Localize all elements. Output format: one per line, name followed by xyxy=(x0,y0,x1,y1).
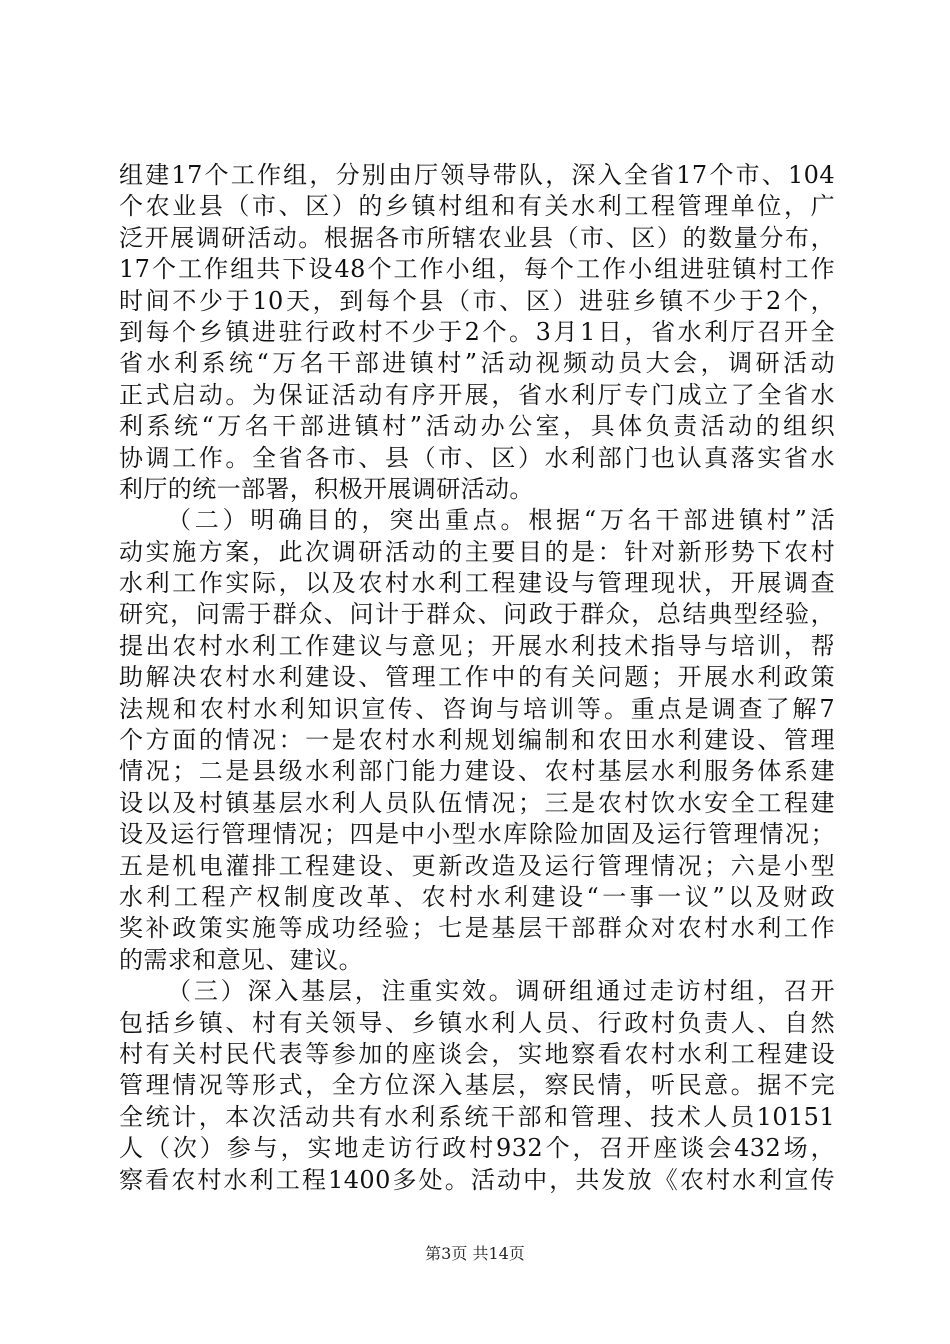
text-line: 助解决农村水利建设、管理工作中的有关问题；开展水利政策 xyxy=(119,663,835,692)
text-line: 管理情况等形式，全方位深入基层，察民情，听民意。据不完 xyxy=(119,1071,835,1100)
page-number-footer: 第3页 共14页 xyxy=(425,1244,525,1263)
text-line: 17个工作组共下设48个工作小组，每个工作小组进驻镇村工作 xyxy=(119,255,835,284)
text-line: 协调工作。全省各市、县（市、区）水利部门也认真落实省水 xyxy=(119,443,835,472)
text-line: 法规和农村水利知识宣传、咨询与培训等。重点是调查了解7 xyxy=(119,694,835,723)
document-body xyxy=(119,160,835,1196)
text-line: 个方面的情况：一是农村水利规划编制和农田水利建设、管理 xyxy=(119,726,835,755)
paragraph-first-line: （三）深入基层，注重实效。调研组通过走访村组，召开 xyxy=(167,977,835,1006)
text-line: 水利工作实际，以及农村水利工程建设与管理现状，开展调查 xyxy=(119,569,835,598)
paragraph-first-line: （二）明确目的，突出重点。根据“万名干部进镇村”活 xyxy=(167,506,835,535)
text-line: 动实施方案，此次调研活动的主要目的是：针对新形势下农村 xyxy=(119,537,835,566)
text-line: 奖补政策实施等成功经验；七是基层干部群众对农村水利工作 xyxy=(119,914,835,943)
text-line: 五是机电灌排工程建设、更新改造及运行管理情况；六是小型 xyxy=(119,851,835,880)
text-line: 村有关村民代表等参加的座谈会，实地察看农村水利工程建设 xyxy=(119,1039,835,1068)
text-line: 个农业县（市、区）的乡镇村组和有关水利工程管理单位，广 xyxy=(119,192,835,221)
text-line: 人（次）参与，实地走访行政村932个，召开座谈会432场， xyxy=(119,1134,835,1163)
text-line: 利厅的统一部署，积极开展调研活动。 xyxy=(119,474,534,503)
text-line: 察看农村水利工程1400多处。活动中，共发放《农村水利宣传 xyxy=(119,1165,835,1194)
text-line: 到每个乡镇进驻行政村不少于2个。3月1日，省水利厅召开全 xyxy=(119,317,835,346)
text-line: 省水利系统“万名干部进镇村”活动视频动员大会，调研活动 xyxy=(119,349,835,378)
text-line: 水利工程产权制度改革、农村水利建设“一事一议”以及财政 xyxy=(119,882,835,911)
text-line: 包括乡镇、村有关领导、乡镇水利人员、行政村负责人、自然 xyxy=(119,1008,835,1037)
text-line: 的需求和意见、建议。 xyxy=(119,945,363,974)
text-line: 全统计，本次活动共有水利系统干部和管理、技术人员10151 xyxy=(119,1102,835,1131)
text-line: 设及运行管理情况；四是中小型水库除险加固及运行管理情况； xyxy=(119,820,835,849)
text-line: 提出农村水利工作建议与意见；开展水利技术指导与培训，帮 xyxy=(119,631,835,660)
text-line: 组建17个工作组，分别由厅领导带队，深入全省17个市、104 xyxy=(119,161,835,189)
text-line: 研究，问需于群众、问计于群众、问政于群众，总结典型经验， xyxy=(119,600,835,629)
text-line: 利系统“万名干部进镇村”活动办公室，具体负责活动的组织 xyxy=(119,412,835,441)
text-line: 时间不少于10天，到每个县（市、区）进驻乡镇不少于2个， xyxy=(119,286,835,315)
text-line: 设以及村镇基层水利人员队伍情况；三是农村饮水安全工程建 xyxy=(119,788,835,817)
text-line: 情况；二是县级水利部门能力建设、农村基层水利服务体系建 xyxy=(119,757,835,786)
text-line: 正式启动。为保证活动有序开展，省水利厅专门成立了全省水 xyxy=(119,380,835,409)
text-line: 泛开展调研活动。根据各市所辖农业县（市、区）的数量分布， xyxy=(119,223,835,252)
